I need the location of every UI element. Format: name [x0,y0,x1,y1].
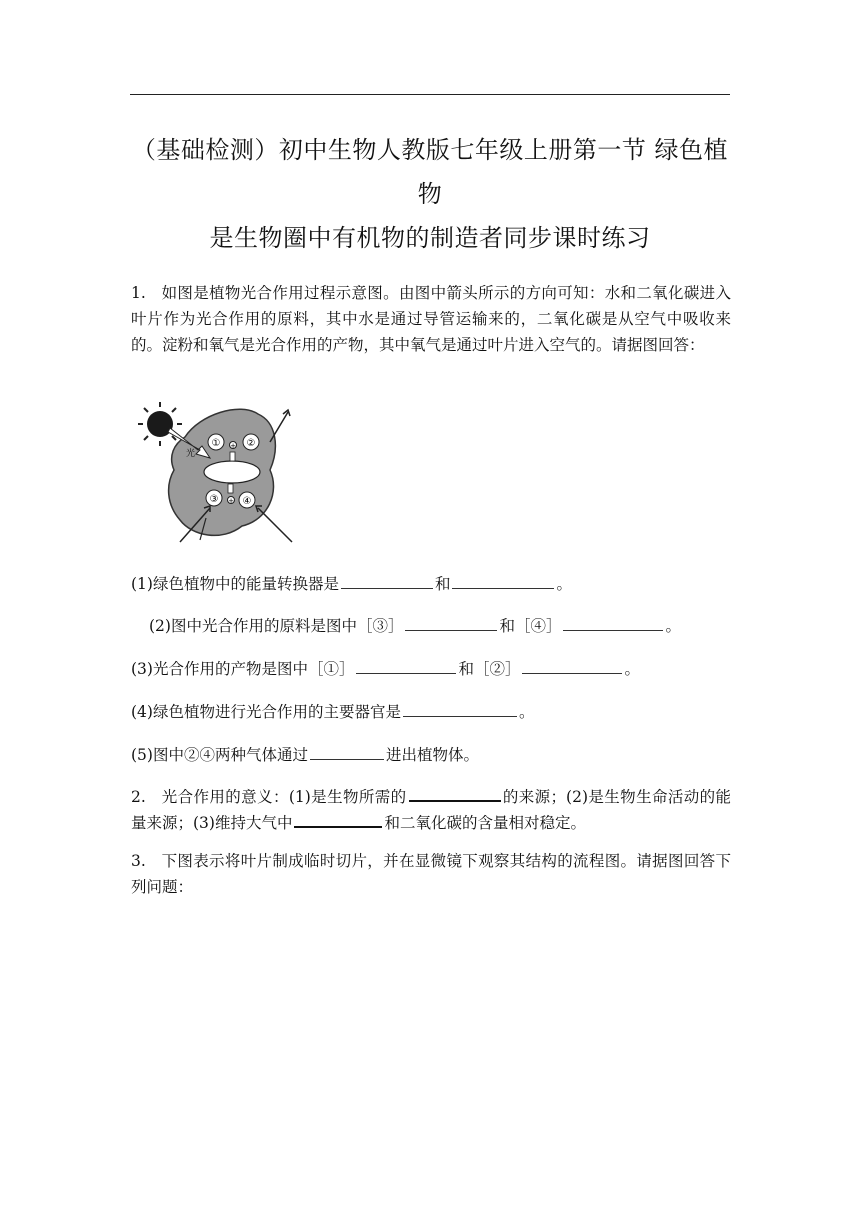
down-arrow [228,484,233,493]
sub-question-1-text: (1)绿色植物中的能量转换器是 [131,575,339,593]
sub-question-1-end: 。 [556,575,572,593]
sub-question-5-end: 进出植物体。 [385,746,479,764]
marker-2: ② [246,438,256,449]
plus-bottom: + [228,497,234,505]
sub-question-3-and: 和［②］ [458,660,521,678]
sub-question-3-end: 。 [624,660,640,678]
sub-question-1-and: 和 [434,575,451,593]
question-1-number: 1. [131,284,146,302]
question-3-text: 下图表示将叶片制成临时切片，并在显微镜下观察其结构的流程图。请据图回答下列问题： [131,852,731,896]
sun-icon [138,402,182,446]
answer-blank-5[interactable] [310,743,384,760]
sub-question-5 [131,743,479,766]
title-line-2: 是生物圈中有机物的制造者同步课时练习 [209,224,651,252]
question-1-text: 如图是植物光合作用过程示意图。由图中箭头所示的方向可知：水和二氧化碳进入叶片作为光合作用的原料，其中水是通过导管运输来的，二氧化碳是从空气中吸收来的。淀粉和氧气是光合作用的产物，其中氧气是通过叶片进入空气的。请据图回答： [131,284,731,354]
answer-blank-4[interactable] [403,700,517,717]
co2-in-arrow [256,506,292,542]
light-label: 光 [186,449,196,459]
question-1 [131,280,731,358]
marker-1: ① [211,438,221,449]
sub-question-4 [131,700,534,723]
answer-blank-1a[interactable] [341,572,433,589]
answer-blank-3b[interactable] [522,657,622,674]
plus-top: + [230,442,236,450]
question-2-text-c: 和二氧化碳的含量相对稳定。 [384,814,586,832]
answer-blank-3a[interactable] [356,657,456,674]
sub-question-3 [131,657,640,680]
sub-question-2-and: 和［④］ [499,617,562,635]
question-3 [131,848,731,900]
sub-question-5-text: (5)图中②④两种气体通过 [131,746,308,764]
oxygen-out-arrow [270,410,290,442]
question-3-number: 3. [131,852,146,870]
answer-blank-2b[interactable] [563,614,663,631]
sub-question-2-text: (2)图中光合作用的原料是图中［③］ [149,617,404,635]
question-2-text-a: 光合作用的意义：(1)是生物所需的 [161,788,407,806]
title-line-1: （基础检测）初中生物人教版七年级上册第一节 绿色植物 [131,136,729,208]
sub-question-4-text: (4)绿色植物进行光合作用的主要器官是 [131,703,401,721]
answer-blank-q2a[interactable] [409,784,501,802]
sub-question-4-end: 。 [518,703,535,721]
marker-3: ③ [209,494,219,505]
sub-question-2 [149,614,681,637]
sub-question-2-end: 。 [665,617,681,635]
sub-question-3-text: (3)光合作用的产物是图中［①］ [131,660,355,678]
marker-4: ④ [242,496,252,507]
chloroplast-ellipse [204,461,260,483]
up-arrow [230,452,235,461]
header-rule [130,94,730,95]
question-2 [131,784,731,836]
answer-blank-2a[interactable] [405,614,497,631]
answer-blank-q2b[interactable] [294,810,382,828]
leaf-diagram-svg [130,392,310,552]
sub-question-1 [131,572,572,595]
photosynthesis-leaf-figure [130,392,310,552]
page-title [120,128,740,260]
question-2-number: 2. [131,788,146,806]
question-2-text-b: 的来源；(2)是生物生命活动的能量来源；(3)维持大气中 [131,788,731,832]
answer-blank-1b[interactable] [452,572,554,589]
